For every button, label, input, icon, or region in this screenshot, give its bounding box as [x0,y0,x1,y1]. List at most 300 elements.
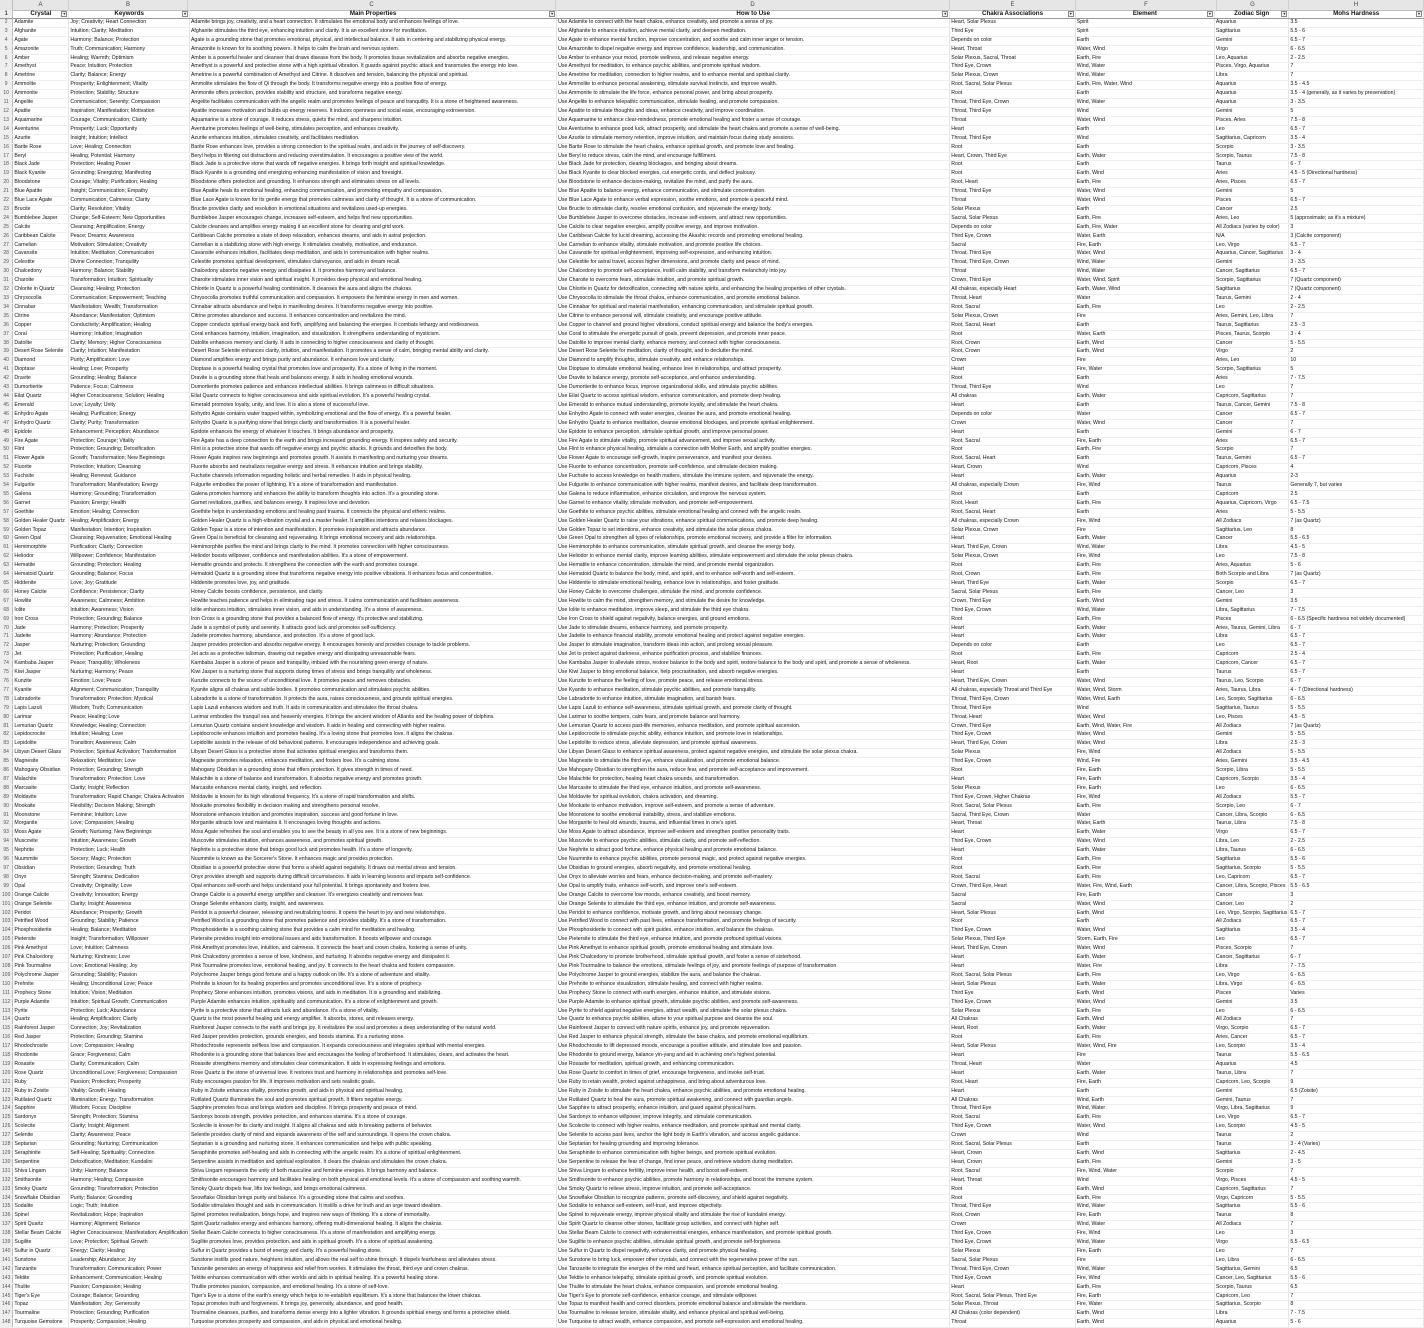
cell[interactable]: Use Petrified Wood to connect with past lives, enhance transformation, and promote feelings of security. [557,918,950,927]
row-number[interactable]: 97 [0,865,13,874]
cell[interactable]: Wind [1075,384,1214,393]
cell[interactable]: Clarity; Resolution; Vitality [69,205,190,214]
cell[interactable]: Amber [13,54,69,63]
cell[interactable]: 4 [1289,464,1424,473]
cell[interactable]: Water, Wind [1075,945,1214,954]
cell[interactable]: 3 - 3.5 [1289,259,1424,268]
cell[interactable]: 7.5 - 8 [1289,116,1424,125]
cell[interactable]: Azurite [13,134,69,143]
cell[interactable]: Beryl helps in filtering out distractions and reducing overstimulation. It encourages a positive view of the world. [189,152,556,161]
cell[interactable]: Nurturing; Protection; Grounding [69,642,190,651]
cell[interactable]: Earth, Water [1075,1025,1214,1034]
cell[interactable]: Use Fulgurite to enhance communication with higher realms, manifest desires, and facilitate deep transformation. [557,482,950,491]
row-number[interactable]: 62 [0,553,13,562]
cell[interactable]: Barite Rose [13,143,69,152]
cell[interactable]: Third Eye, Crown [950,1239,1076,1248]
cell[interactable]: Water, Wind [1075,998,1214,1007]
cell[interactable]: Taurus [1214,161,1288,170]
cell[interactable]: Use Enhydro Quartz to enhance meditation, cleanse emotional blockages, and promote spiritual enlightenment. [557,419,950,428]
cell[interactable]: 6 - 6.5 [1289,695,1424,704]
cell[interactable]: Earth, Fire [1075,54,1214,63]
cell[interactable]: Cancer [1214,891,1288,900]
cell[interactable]: Use Moldavite for spiritual evolution, chakra activation, and dreaming. [557,793,950,802]
cell[interactable]: Afghanite [13,27,69,36]
cell[interactable]: 6.5 - 7 [1289,197,1424,206]
cell[interactable]: Fire, Wind, Water [1075,1167,1214,1176]
cell[interactable]: Orange Calcite [13,891,69,900]
cell[interactable]: Hematite [13,562,69,571]
cell[interactable]: Use Dumortierite to enhance focus, improve organizational skills, and stimulate psychic abilities. [557,384,950,393]
cell[interactable]: Hemimorphite [13,544,69,553]
cell[interactable]: 3 - 4 [1289,330,1424,339]
cell[interactable]: Water [1075,811,1214,820]
cell[interactable]: Water, Wind [1075,45,1214,54]
cell[interactable]: Prosperity; Enlightenment; Vitality [69,81,190,90]
cell[interactable]: Water, Wind [1075,731,1214,740]
cell[interactable]: Nurturing; Kindness; Love [69,954,190,963]
cell[interactable]: Moss Agate refreshes the soul and enables you to see the beauty in all you see. It is a stone of new beginnings. [189,829,556,838]
cell[interactable]: Enhydro Agate contains water trapped within, symbolizing emotional and the flow of energy. It's a powerful healer. [189,410,556,419]
cell[interactable]: Heart, Throat [950,820,1076,829]
cell[interactable]: Leo [1214,1230,1288,1239]
cell[interactable]: Desert Rose Selenite [13,348,69,357]
cell[interactable]: Transformation; Intuition; Spirituality [69,277,190,286]
cell[interactable]: Bumblebee Jasper [13,214,69,223]
cell[interactable]: 3 [1289,588,1424,597]
cell[interactable]: Gemini [1214,998,1288,1007]
row-number[interactable]: 20 [0,179,13,188]
cell[interactable]: Pyrite [13,1007,69,1016]
row-number[interactable]: 89 [0,793,13,802]
cell[interactable]: Healing; Amplification; Clarity [69,1016,190,1025]
cell[interactable]: Angelite [13,99,69,108]
cell[interactable]: Earth, Wind [1075,989,1214,998]
cell[interactable]: Iron Cross [13,615,69,624]
cell[interactable]: Use Blue Apatite to balance energy, enhance communication, and stimulate concentration. [557,188,950,197]
row-number[interactable]: 64 [0,571,13,580]
cell[interactable]: 7 [1289,446,1424,455]
cell[interactable]: Use Rose Quartz to comfort in times of grief, encourage forgiveness, and invoke self-trust. [557,1069,950,1078]
cell[interactable]: Protection; Purification; Healing [69,651,190,660]
cell[interactable]: Scorpio [1214,580,1288,589]
cell[interactable]: Manifestation; Intention; Inspiration [69,526,190,535]
cell[interactable]: Fluorite [13,464,69,473]
cell[interactable]: Howlite [13,597,69,606]
row-number[interactable]: 71 [0,633,13,642]
cell[interactable]: All Chakras (color dependent) [950,1310,1076,1319]
cell[interactable]: 5.5 - 7 [1289,793,1424,802]
cell[interactable]: Use Hematoid Quartz to balance the body, mind, and spirit, and to enhance self-worth and self-esteem. [557,571,950,580]
row-number[interactable]: 22 [0,197,13,206]
cell[interactable]: Amazonite is known for its soothing powers. It helps to calm the brain and nervous system. [189,45,556,54]
cell[interactable]: Bumblebee Jasper encourages change, increases self-esteem, and helps find new opportunities. [189,214,556,223]
cell[interactable]: Use Turquoise to attract wealth, enhance compassion, and promote self-expression and emotional healing. [557,1319,950,1328]
cell[interactable]: Bloodstone offers protection and grounding. It enhances strength and eliminates stress on all levels. [189,179,556,188]
cell[interactable]: Adamite [13,18,69,27]
cell[interactable]: Jasper [13,642,69,651]
cell[interactable]: Use Obsidian to ground energies, absorb negativity, and promote emotional healing. [557,865,950,874]
cell[interactable]: 6 - 6.5 [1289,971,1424,980]
cell[interactable]: Use Purple Adamite to enhance spiritual growth, stimulate psychic abilities, and promote self-awareness. [557,998,950,1007]
cell[interactable]: Earth [1075,490,1214,499]
cell[interactable]: Passion; Energy; Health [69,499,190,508]
cell[interactable]: Earth, Fire [1075,446,1214,455]
cell[interactable]: Malachite is a stone of balance and transformation. It absorbs negative energy and promotes growth. [189,775,556,784]
row-number[interactable]: 67 [0,597,13,606]
cell[interactable]: Use Diamond to amplify thoughts, stimulate creativity, and enhance relationships. [557,357,950,366]
cell[interactable]: Harmony; Balance; Stability [69,268,190,277]
row-number[interactable]: 109 [0,971,13,980]
cell[interactable]: Insight; Intuition; Intellect [69,134,190,143]
cell[interactable]: Cancer, Sagittarius [1214,268,1288,277]
cell[interactable]: 5 - 5.5 [1289,767,1424,776]
cell[interactable]: Bloodstone [13,179,69,188]
cell[interactable]: Depends on color [950,410,1076,419]
cell[interactable]: Root [950,918,1076,927]
cell[interactable]: Earth, Wind [1075,170,1214,179]
cell[interactable]: Earth, Water [1075,660,1214,669]
cell[interactable]: 6 - 7 [1289,677,1424,686]
cell[interactable]: 7 [1289,384,1424,393]
cell[interactable]: Libra [1214,72,1288,81]
cell[interactable]: Use Amazonite to dispel negative energy and improve confidence, leadership, and communication. [557,45,950,54]
cell[interactable]: Purple Adamite [13,998,69,1007]
cell[interactable]: Protection; Grounding; Purification [69,1310,190,1319]
row-number[interactable]: 11 [0,99,13,108]
cell[interactable]: Root, Crown [950,571,1076,580]
cell[interactable]: Seraphinite [13,1150,69,1159]
cell[interactable]: Storm, Earth, Fire [1075,936,1214,945]
cell[interactable]: Heart [950,962,1076,971]
cell[interactable]: Aries, Leo [1214,357,1288,366]
row-number[interactable]: 77 [0,686,13,695]
cell[interactable]: Fire, Wind [1075,517,1214,526]
cell[interactable]: Turquoise promotes prosperity and compassion, and aids in physical and emotional healing. [189,1319,556,1328]
cell[interactable]: Use Brucite to stimulate clarity, resolve emotional confusion, and rejuvenate the energy body. [557,205,950,214]
cell[interactable]: Rhodonite is a grounding stone that balances love and encourages the feeling of brotherhood. It stimulates, clears, and activates the heart. [189,1052,556,1061]
cell[interactable]: Use Epidote to enhance perception, stimulate spiritual growth, and improve personal power. [557,428,950,437]
cell[interactable]: Use Angelite to enhance telepathic communication, stimulate healing, and promote compassion. [557,99,950,108]
cell[interactable]: Truth; Communication; Harmony [69,45,190,54]
cell[interactable]: Insight; Communication; Empathy [69,188,190,197]
cell[interactable]: Taurus, Libra [1214,1069,1288,1078]
cell[interactable]: Sacral [950,241,1076,250]
cell[interactable]: Hematoid Quartz [13,571,69,580]
cell[interactable]: Throat [950,197,1076,206]
cell[interactable]: Peace; Tranquility; Wholeness [69,660,190,669]
cell[interactable]: 5.5 - 6.5 [1289,1052,1424,1061]
cell[interactable]: Lepidolite [13,740,69,749]
cell[interactable]: Libra [1214,633,1288,642]
cell[interactable]: Fire, Earth [1075,1212,1214,1221]
cell[interactable]: Use Sulfur in Quartz to dispel negativity, enhance clarity, and promote physical healing. [557,1247,950,1256]
cell[interactable]: Insight; Transformation; Willpower [69,936,190,945]
cell[interactable]: Earth [1075,321,1214,330]
cell[interactable]: Fire [1075,312,1214,321]
cell[interactable]: Healing; Renewal; Guidance [69,473,190,482]
cell[interactable]: Earth, Fire [1075,615,1214,624]
cell[interactable]: Mahogany Obsidian [13,767,69,776]
cell[interactable]: Golden Topaz [13,526,69,535]
cell[interactable]: Lapis Lazuli enhances wisdom and truth. It aids in communication and stimulates the throat chakra. [189,704,556,713]
cell[interactable]: Inspiration; Manifestation; Motivation [69,107,190,116]
cell[interactable]: Throat, Third Eye, Crown [950,695,1076,704]
cell[interactable]: Sagittarius, Gemini [1214,1265,1288,1274]
cell[interactable]: Scorpio, Taurus [1214,1283,1288,1292]
cell[interactable]: 6.5 [1289,1265,1424,1274]
cell[interactable]: Flower Agate [13,455,69,464]
column-letter-c[interactable]: C [188,0,556,10]
cell[interactable]: Water [1075,1060,1214,1069]
row-number[interactable]: 133 [0,1185,13,1194]
cell[interactable]: Serpentine [13,1158,69,1167]
cell[interactable]: Use Copper to channel and ground higher vibrations, conduct spiritual energy and balance the body's energies. [557,321,950,330]
cell[interactable]: Garnet revitalizes, purifies, and balances energy. It inspires love and devotion. [189,499,556,508]
cell[interactable]: All Zodiacs [1214,1016,1288,1025]
row-number[interactable]: 36 [0,321,13,330]
cell[interactable]: Pietersite provides insight into emotional issues and aids transformation. It boosts willpower and courage. [189,936,556,945]
cell[interactable]: 7 [1289,1167,1424,1176]
cell[interactable]: Use Muscovite to enhance psychic abilities, stimulate clarity, and promote self-reflection. [557,838,950,847]
cell[interactable]: 2 [1289,900,1424,909]
cell[interactable]: Pisces [1214,615,1288,624]
row-number[interactable]: 25 [0,223,13,232]
cell[interactable]: 4.5 - 5 [1289,1123,1424,1132]
cell[interactable]: Earth, Wind [1075,1150,1214,1159]
cell[interactable]: Harmony; Protection; Prosperity [69,624,190,633]
cell[interactable]: Use Tourmaline to release tension, stimulate vitality, and enhance physical and spiritual well-being. [557,1310,950,1319]
cell[interactable]: Petrified Wood [13,918,69,927]
cell[interactable]: Brucite provides clarity and resolution in emotional situations and revitalizes used-up energies. [189,205,556,214]
cell[interactable]: Heart [950,125,1076,134]
cell[interactable]: 3.5 [1289,18,1424,27]
cell[interactable]: Tourmaline cleanses, purifies, and transforms dense energy into a lighter vibration. It grounds spiritual energy and forms a protective shield. [189,1310,556,1319]
cell[interactable]: Red Jasper [13,1034,69,1043]
cell[interactable]: Use Marcasite to stimulate the third eye, enhance intuition, and promote self-awareness. [557,784,950,793]
cell[interactable]: Pisces, Taurus, Scorpio [1214,330,1288,339]
cell[interactable]: Use Lepidolite to reduce stress, alleviate depression, and promote spiritual awareness. [557,740,950,749]
cell[interactable]: Ammonite [13,90,69,99]
cell[interactable]: All Zodiacs [1214,749,1288,758]
cell[interactable]: Heart [950,1087,1076,1096]
cell[interactable]: Virgo [1214,348,1288,357]
cell[interactable]: Earth, Fire [1075,588,1214,597]
cell[interactable]: Vitality; Growth; Healing [69,1087,190,1096]
row-number[interactable]: 47 [0,419,13,428]
cell[interactable]: Gemini [1214,731,1288,740]
cell[interactable]: Throat, Third Eye [950,1105,1076,1114]
cell[interactable]: Use Rosasite for meditation, spiritual growth, and enhancing communication. [557,1060,950,1069]
cell[interactable]: Leo, Libra [1214,1256,1288,1265]
cell[interactable]: Honey Calcite boosts confidence, persistence, and clarity. [189,588,556,597]
row-number[interactable]: 60 [0,535,13,544]
cell[interactable]: Earth, Wind [1075,1319,1214,1328]
cell[interactable]: Capricorn, Scorpio [1214,775,1288,784]
cell[interactable]: All Zodiacs [1214,793,1288,802]
cell[interactable]: Prophecy Stone enhances intuition, promotes visions, and aids in meditation. It is a grounding and stabilizing. [189,989,556,998]
cell[interactable]: Taurus [1214,1141,1288,1150]
cell[interactable]: Sagittarius [1214,27,1288,36]
cell[interactable]: Harmony; Abundance; Protection [69,633,190,642]
cell[interactable]: Cancer, Libra, Scorpio [1214,811,1288,820]
cell[interactable]: Healing; Love; Prosperity [69,366,190,375]
cell[interactable]: Emerald promotes loyalty, unity, and love. It is also a stone of successful love. [189,401,556,410]
cell[interactable]: Root [950,161,1076,170]
cell[interactable]: Libyan Desert Glass [13,749,69,758]
cell[interactable]: Ammolite stimulates the flow of Qi through the body. It transforms negative energy into a positive flow of energy. [189,81,556,90]
cell[interactable]: Use Iron Cross to shield against negativity, balance energies, and ground emotions. [557,615,950,624]
row-number[interactable]: 35 [0,312,13,321]
cell[interactable]: Sardonyx boosts strength, provides protection, and enhances stamina. It's a stone of courage. [189,1114,556,1123]
cell[interactable]: Fire Agate has a deep connection to the earth and brings increased grounding energy. It inspires safety and security. [189,437,556,446]
cell[interactable]: Emotion; Love; Peace [69,677,190,686]
row-number[interactable]: 138 [0,1230,13,1239]
cell[interactable]: Harmony; Grounding; Transformation [69,490,190,499]
cell[interactable]: Ruby [13,1078,69,1087]
cell[interactable]: Protection; Intuition; Cleansing [69,464,190,473]
cell[interactable]: Beryl [13,152,69,161]
row-number[interactable]: 106 [0,945,13,954]
cell[interactable]: 3.5 - 4.5 [1289,81,1424,90]
cell[interactable]: Lepidocrocite [13,731,69,740]
row-number[interactable]: 101 [0,900,13,909]
cell[interactable]: Use Mahogany Obsidian to strengthen the aura, reduce fear, and promote self-acceptance and improvement. [557,767,950,776]
cell[interactable]: Courage; Balance; Grounding [69,1292,190,1301]
cell[interactable]: Depends on color [950,642,1076,651]
cell[interactable]: Fulgurite embodies the power of lightning. It's a stone of transformation and manifestation. [189,482,556,491]
cell[interactable]: Use Caribbean Calcite for lucid dreaming, accessing the Akashic records and promoting emotional healing. [557,232,950,241]
cell[interactable]: Third Eye, Crown [950,758,1076,767]
cell[interactable]: Clarity; Insight; Awareness [69,900,190,909]
cell[interactable]: 6 - 6.5 [1289,847,1424,856]
cell[interactable]: Use Kunzite to enhance the feeling of love, promote peace, and release emotional stress. [557,677,950,686]
cell[interactable]: Throat, Heart [950,1060,1076,1069]
cell[interactable]: Amazonite [13,45,69,54]
cell[interactable]: All Zodiacs [1214,517,1288,526]
cell[interactable]: Use Libyan Desert Glass to enhance spiritual awareness, protect against negative energies, and stimulate the solar plexus chakra. [557,749,950,758]
cell[interactable]: Third Eye, Crown [950,927,1076,936]
cell[interactable]: 7 [1289,1221,1424,1230]
cell[interactable]: Wind, Water [1075,72,1214,81]
cell[interactable]: Water, Wind, Spirit [1075,277,1214,286]
row-number[interactable]: 88 [0,784,13,793]
cell[interactable]: 6 - 7 [1289,428,1424,437]
cell[interactable]: Blue Apatite [13,188,69,197]
cell[interactable]: Earth [1075,1141,1214,1150]
row-number[interactable]: 86 [0,767,13,776]
cell[interactable]: Taurus, Libra [1214,820,1288,829]
cell[interactable]: Throat [950,1319,1076,1328]
cell[interactable]: Peridot [13,909,69,918]
cell[interactable]: Cinnabar attracts abundance and helps in manifesting desires. It transforms negative energy into positive. [189,303,556,312]
cell[interactable]: Earth, Wind [1075,348,1214,357]
cell[interactable]: Rose Quartz [13,1069,69,1078]
cell[interactable]: 6 - 6.5 (Specific hardness not widely documented) [1289,615,1424,624]
cell[interactable]: Ametrine [13,72,69,81]
cell[interactable]: Throat, Third Eye, Crown [950,99,1076,108]
cell[interactable]: Libra [1214,1310,1288,1319]
cell[interactable]: Use Enhydro Agate to connect with water energies, cleanse the aura, and promote emotional healing. [557,410,950,419]
cell[interactable]: Detoxification; Meditation; Kundalini [69,1158,190,1167]
cell[interactable]: Rhodochrosite [13,1043,69,1052]
cell[interactable]: Passion; Protection; Prosperity [69,1078,190,1087]
cell[interactable]: 8 [1289,1301,1424,1310]
row-number[interactable]: 145 [0,1292,13,1301]
cell[interactable]: Emotion; Healing; Connection [69,508,190,517]
cell[interactable]: Use Tiger's Eye to promote self-confidence, enhance courage, and stimulate willpower. [557,1292,950,1301]
cell[interactable]: Wind [1075,1176,1214,1185]
cell[interactable]: Capricorn, Sagittarius [1214,392,1288,401]
cell[interactable]: 6.5 - 7 [1289,1034,1424,1043]
cell[interactable]: Throat, Third Eye [950,107,1076,116]
cell[interactable]: Root, Heart [950,499,1076,508]
cell[interactable]: Nephrite is a protective stone that brings good luck and promotes health. It's a stone of longevity. [189,847,556,856]
cell[interactable]: Use Mookaite to enhance motivation, improve self-esteem, and promote a sense of adventure. [557,802,950,811]
cell[interactable]: Throat [950,268,1076,277]
cell[interactable]: 6.5 - 7 [1289,580,1424,589]
cell[interactable]: Leo, Aquarius [1214,54,1288,63]
row-number[interactable]: 42 [0,375,13,384]
cell[interactable]: Chrysocolla [13,295,69,304]
cell[interactable]: Jade [13,624,69,633]
cell[interactable]: Use Sodalite to enhance self-esteem, self-trust, and improve objectivity. [557,1203,950,1212]
cell[interactable]: Intuition; Clarity; Meditation [69,27,190,36]
cell[interactable]: Cancer [1214,339,1288,348]
cell[interactable]: Wind [1075,107,1214,116]
cell[interactable]: Enhancement; Perception; Abundance [69,428,190,437]
cell[interactable]: 6.5 - 7 [1289,633,1424,642]
cell[interactable]: Leo, Scorpio, Sagittarius [1214,695,1288,704]
cell[interactable]: Use Sunstone to bring luck, empower other crystals, and connect with the regenerative power of the sun. [557,1256,950,1265]
cell[interactable]: Celestite [13,259,69,268]
cell[interactable]: Earth [1075,90,1214,99]
cell[interactable]: Use Lepidocrocite to stimulate psychic ability, enhance intuition, and promote love in relationships. [557,731,950,740]
cell[interactable]: Hiddenite [13,580,69,589]
cell[interactable]: Third Eye, Crown [950,1123,1076,1132]
row-number[interactable]: 66 [0,588,13,597]
cell[interactable]: Water, Earth [1075,820,1214,829]
row-number[interactable]: 37 [0,330,13,339]
chevron-down-icon[interactable]: ▾ [551,11,554,16]
cell[interactable]: 5 (approximate; as it's a mixture) [1289,214,1424,223]
cell[interactable]: Use Rainforest Jasper to connect with nature spirits, enhance joy, and promote rejuvenation. [557,1025,950,1034]
cell[interactable]: Sugilite [13,1239,69,1248]
cell[interactable]: Sagittarius [1214,856,1288,865]
cell[interactable]: Clarity; Insight; Reflection [69,784,190,793]
cell[interactable]: Lapis Lazuli [13,704,69,713]
cell[interactable]: Kiwi Jasper is a nurturing stone that supports during times of stress and brings tranquility and wholeness. [189,669,556,678]
row-number[interactable]: 21 [0,188,13,197]
cell[interactable]: Use Smithsonite to enhance psychic abilities, promote harmony in relationships, and boost the immune system. [557,1176,950,1185]
cell[interactable]: Protection; Luck; Abundance [69,1007,190,1016]
cell[interactable]: Solar Plexus [950,784,1076,793]
cell[interactable]: Aquamarine [13,116,69,125]
cell[interactable]: Gemini, Taurus [1214,1096,1288,1105]
cell[interactable]: Root, Heart [950,179,1076,188]
row-number[interactable]: 83 [0,740,13,749]
cell[interactable]: Earth [1075,36,1214,45]
cell[interactable]: Use Serpentine to release the fear of change, find inner peace, and retrieve wisdom during meditation. [557,1158,950,1167]
cell[interactable]: Obsidian [13,865,69,874]
cell[interactable]: 2 - 2.5 [1289,838,1424,847]
cell[interactable]: Water, Wind [1075,116,1214,125]
cell[interactable]: Solar Plexus [950,205,1076,214]
cell[interactable]: All Zodiacs [1214,1221,1288,1230]
cell[interactable]: Protection; Courage; Vitality [69,437,190,446]
cell[interactable]: 9 [1289,1105,1424,1114]
cell[interactable]: Stellar Beam Calcite [13,1230,69,1239]
cell[interactable]: Heart, Crown [950,1150,1076,1159]
